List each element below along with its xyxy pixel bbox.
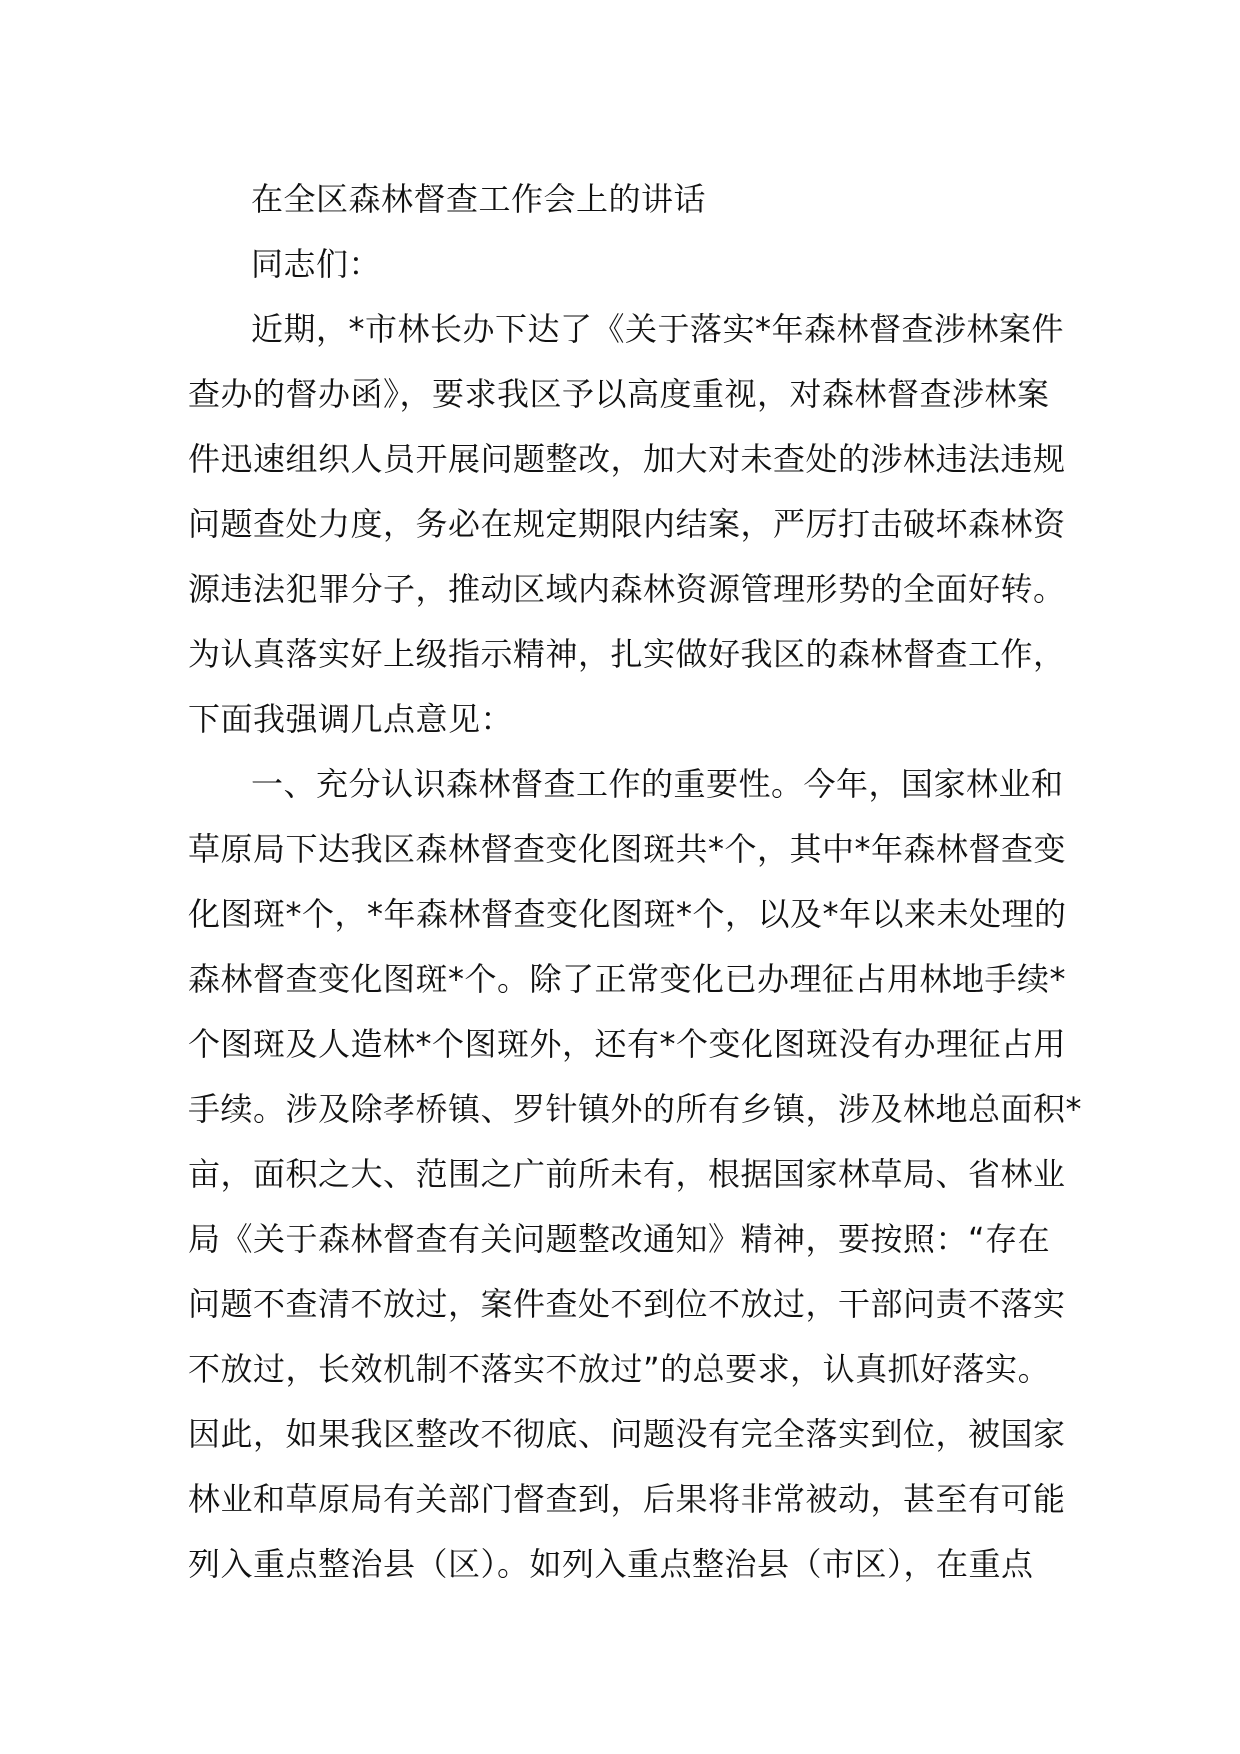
paragraph-2-line-4: 森林督查变化图斑*个。除了正常变化已办理征占用林地手续*: [188, 960, 1067, 998]
salutation: 同志们：: [251, 245, 382, 283]
paragraph-1-line-2: 查办的督办函》，要求我区予以高度重视，对森林督查涉林案: [188, 375, 1050, 413]
paragraph-2-line-13: 列入重点整治县（区）。如列入重点整治县（市区），在重点: [188, 1545, 1034, 1583]
paragraph-2-line-7: 亩，面积之大、范围之广前所未有，根据国家林草局、省林业: [188, 1155, 1066, 1193]
paragraph-2-line-11: 因此，如果我区整改不彻底、问题没有完全落实到位，被国家: [188, 1415, 1066, 1453]
paragraph-1-line-6: 为认真落实好上级指示精神，扎实做好我区的森林督查工作，: [188, 635, 1066, 673]
paragraph-2-line-10: 不放过，长效机制不落实不放过”的总要求，认真抓好落实。: [188, 1350, 1051, 1388]
paragraph-1-line-3: 件迅速组织人员开展问题整改，加大对未查处的涉林违法违规: [188, 440, 1066, 478]
paragraph-2-line-8: 局《关于森林督查有关问题整改通知》精神，要按照：“存在: [188, 1220, 1051, 1258]
paragraph-2-line-1: 一、充分认识森林督查工作的重要性。今年，国家林业和: [251, 765, 1064, 803]
paragraph-1-line-5: 源违法犯罪分子，推动区域内森林资源管理形势的全面好转。: [188, 570, 1066, 608]
document-title: 在全区森林督查工作会上的讲话: [251, 180, 707, 218]
paragraph-2-line-9: 问题不查清不放过，案件查处不到位不放过，干部问责不落实: [188, 1285, 1066, 1323]
paragraph-1-line-1: 近期，*市林长办下达了《关于落实*年森林督查涉林案件: [251, 310, 1065, 348]
paragraph-1-line-7: 下面我强调几点意见：: [188, 700, 514, 738]
paragraph-1-line-4: 问题查处力度，务必在规定期限内结案，严厉打击破坏森林资: [188, 505, 1066, 543]
paragraph-2-line-2: 草原局下达我区森林督查变化图斑共*个，其中*年森林督查变: [188, 830, 1067, 868]
paragraph-2-line-12: 林业和草原局有关部门督查到，后果将非常被动，甚至有可能: [188, 1480, 1066, 1518]
paragraph-2-line-6: 手续。涉及除孝桥镇、罗针镇外的所有乡镇，涉及林地总面积*: [188, 1090, 1083, 1128]
paragraph-2-line-3: 化图斑*个，*年森林督查变化图斑*个，以及*年以来未处理的: [188, 895, 1067, 933]
document-body: [188, 167, 1083, 1597]
paragraph-2-line-5: 个图斑及人造林*个图斑外，还有*个变化图斑没有办理征占用: [188, 1025, 1067, 1063]
